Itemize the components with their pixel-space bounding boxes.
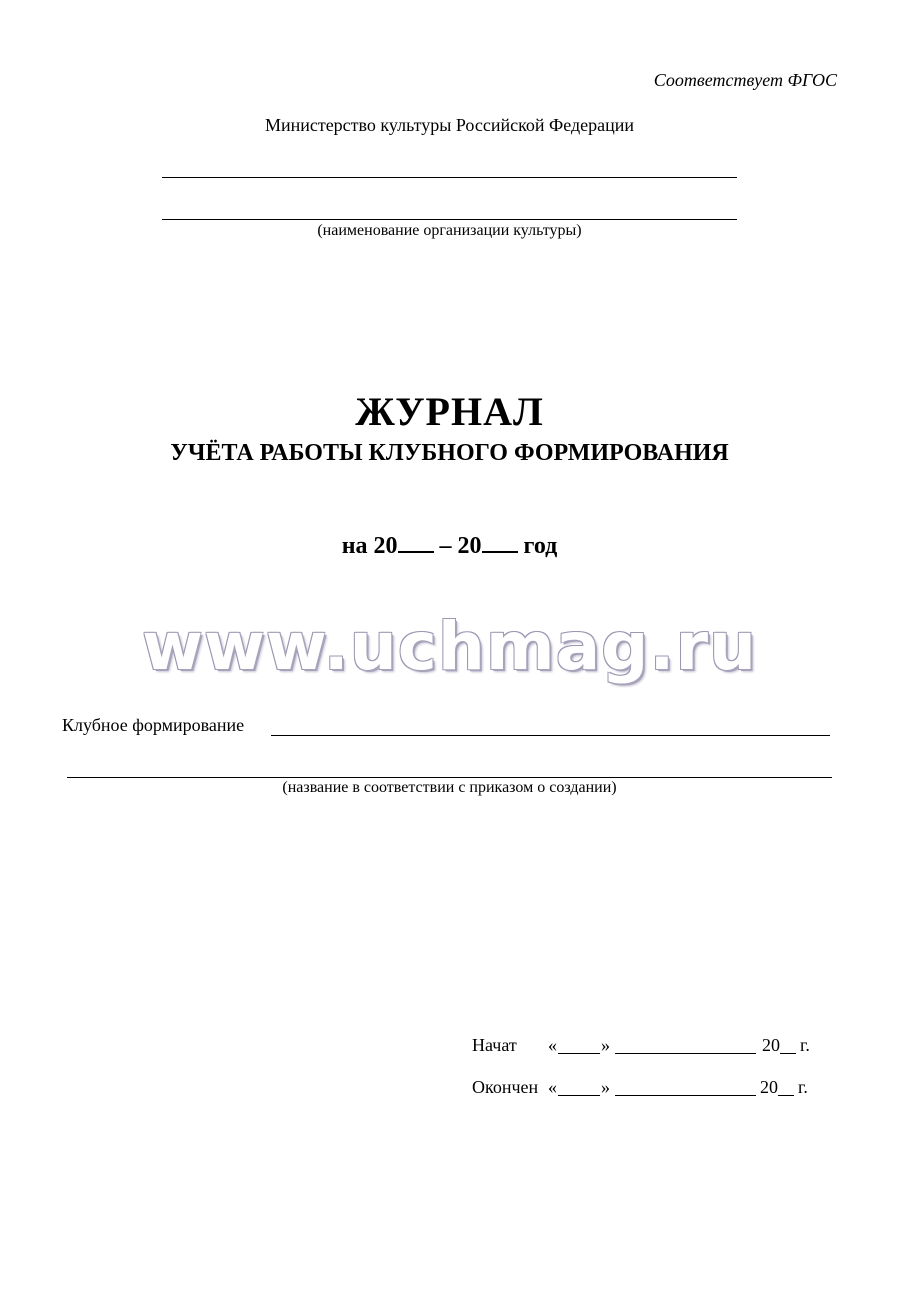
started-year-suffix: г. [800,1035,810,1055]
compliance-note: Соответствует ФГОС [653,70,837,90]
started-year-prefix: 20 [762,1035,780,1055]
started-quote-open: « [548,1035,557,1055]
year-start-blank [398,550,434,553]
club-name-line-2 [67,777,832,778]
club-label: Клубное формирование [62,715,245,735]
organization-caption: (наименование организации культуры) [317,222,582,239]
year-line [0,533,899,560]
started-quote-close: » [601,1035,610,1055]
journal-title: ЖУРНАЛ [355,389,544,434]
club-caption: (название в соответствии с приказом о создании) [282,779,617,796]
organization-line-1 [162,177,737,178]
finished-year-blank [778,1095,794,1096]
finished-month-blank [615,1095,756,1096]
year-dash: – 20 [439,533,482,559]
started-label: Начат [472,1035,517,1055]
year-prefix: на 20 [341,533,398,559]
finished-quote-open: « [548,1077,557,1097]
journal-subtitle: УЧЁТА РАБОТЫ КЛУБНОГО ФОРМИРОВАНИЯ [170,440,729,466]
year-suffix: год [523,533,558,559]
started-year-blank [780,1053,796,1054]
started-day-blank [558,1053,600,1054]
finished-year-prefix: 20 [760,1077,778,1097]
started-month-blank [615,1053,756,1054]
finished-quote-close: » [601,1077,610,1097]
finished-label: Окончен [472,1077,539,1097]
watermark: www.uchmag.ru [141,608,758,685]
finished-day-blank [558,1095,600,1096]
year-end-blank [482,550,518,553]
ministry-name: Министерство культуры Российской Федерации [264,115,635,135]
club-name-line-1 [271,735,830,736]
finished-year-suffix: г. [798,1077,808,1097]
organization-line-2 [162,219,737,220]
